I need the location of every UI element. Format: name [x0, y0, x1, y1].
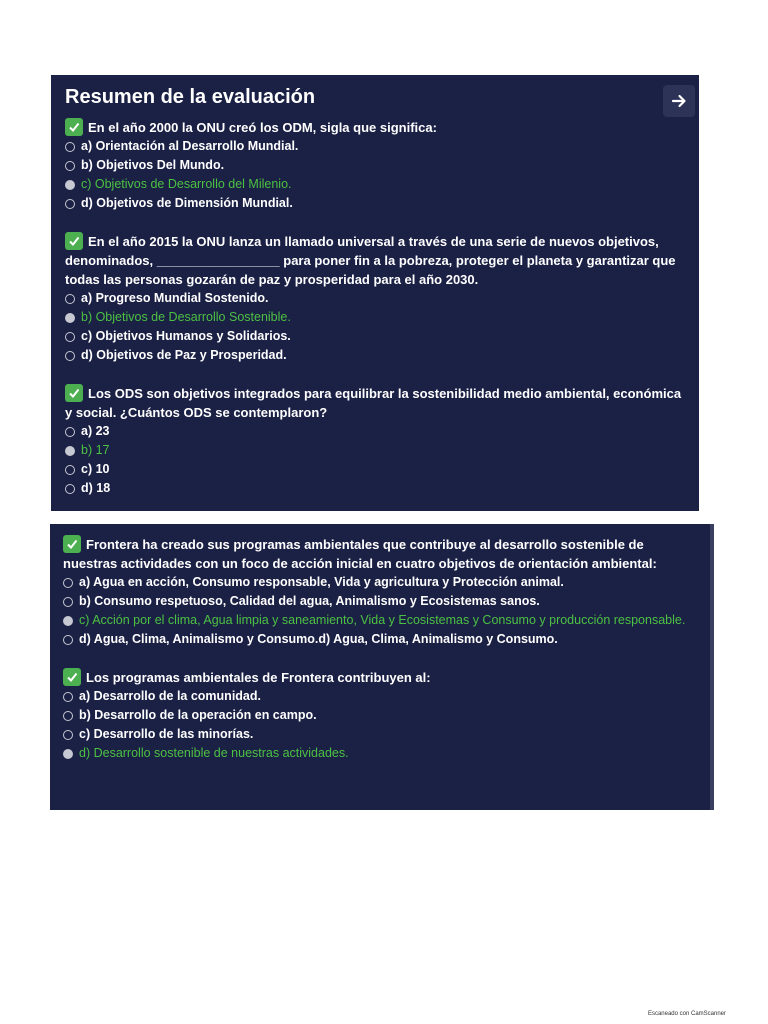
answer-option-correct[interactable]: d) Desarrollo sostenible de nuestras actividades.	[63, 744, 697, 763]
radio-button[interactable]	[63, 730, 73, 740]
radio-button[interactable]	[65, 161, 75, 171]
radio-button[interactable]	[63, 711, 73, 721]
question-3	[65, 384, 685, 498]
radio-button-selected[interactable]	[65, 313, 75, 323]
answer-option[interactable]: c) 10	[65, 460, 685, 479]
answer-option-correct[interactable]: c) Objetivos de Desarrollo del Milenio.	[65, 175, 685, 194]
answer-option[interactable]: d) Objetivos de Paz y Prosperidad.	[65, 346, 685, 365]
question-5	[63, 668, 697, 763]
answer-option-correct[interactable]: b) Objetivos de Desarrollo Sostenible.	[65, 308, 685, 327]
radio-button[interactable]	[65, 294, 75, 304]
answer-option[interactable]: a) Agua en acción, Consumo responsable, Vida y agricultura y Protección animal.	[63, 573, 697, 592]
answer-option-correct[interactable]: b) 17	[65, 441, 685, 460]
question-text: En el año 2015 la ONU lanza un llamado universal a través de una serie de nuevos objetivos, denominados, _________________ para poner fin a la pobreza, proteger el planeta y garantizar que todas las personas gozarán de paz y prosperidad para el año 2030.	[65, 234, 676, 287]
check-icon	[65, 118, 83, 136]
question-2	[65, 232, 685, 365]
radio-button-selected[interactable]	[63, 749, 73, 759]
radio-button-selected[interactable]	[65, 180, 75, 190]
answer-option[interactable]: d) Agua, Clima, Animalismo y Consumo.d) Agua, Clima, Animalismo y Consumo.	[63, 630, 697, 649]
radio-button[interactable]	[65, 465, 75, 475]
arrow-right-icon	[671, 93, 687, 109]
answer-option[interactable]: b) Consumo respetuoso, Calidad del agua, Animalismo y Ecosistemas sanos.	[63, 592, 697, 611]
answer-option[interactable]: a) 23	[65, 422, 685, 441]
radio-button-selected[interactable]	[65, 446, 75, 456]
scanner-watermark: Escaneado con CamScanner	[647, 1011, 726, 1017]
check-icon	[63, 668, 81, 686]
question-text: Los programas ambientales de Frontera contribuyen al:	[86, 670, 431, 685]
answer-option-correct[interactable]: c) Acción por el clima, Agua limpia y saneamiento, Vida y Ecosistemas y Consumo y producción responsable.	[63, 611, 697, 630]
answer-option[interactable]: a) Orientación al Desarrollo Mundial.	[65, 137, 685, 156]
check-icon	[63, 535, 81, 553]
radio-button[interactable]	[63, 578, 73, 588]
check-icon	[65, 232, 83, 250]
evaluation-summary-panel-2	[50, 524, 714, 810]
page-title: Resumen de la evaluación	[65, 86, 316, 108]
radio-button[interactable]	[63, 692, 73, 702]
radio-button[interactable]	[65, 484, 75, 494]
answer-option[interactable]: a) Desarrollo de la comunidad.	[63, 687, 697, 706]
answer-option[interactable]: b) Objetivos Del Mundo.	[65, 156, 685, 175]
answer-option[interactable]: d) 18	[65, 479, 685, 498]
answer-option[interactable]: a) Progreso Mundial Sostenido.	[65, 289, 685, 308]
radio-button-selected[interactable]	[63, 616, 73, 626]
answer-option[interactable]: b) Desarrollo de la operación en campo.	[63, 706, 697, 725]
radio-button[interactable]	[65, 351, 75, 361]
evaluation-summary-panel	[51, 75, 699, 511]
check-icon	[65, 384, 83, 402]
radio-button[interactable]	[63, 635, 73, 645]
question-text: Los ODS son objetivos integrados para equilibrar la sostenibilidad medio ambiental, económica y social. ¿Cuántos ODS se contemplaron?	[65, 386, 682, 420]
question-4	[63, 535, 697, 649]
answer-option[interactable]: c) Desarrollo de las minorías.	[63, 725, 697, 744]
question-text: En el año 2000 la ONU creó los ODM, sigla que significa:	[88, 120, 437, 135]
radio-button[interactable]	[63, 597, 73, 607]
radio-button[interactable]	[65, 427, 75, 437]
next-button[interactable]	[663, 85, 695, 117]
radio-button[interactable]	[65, 142, 75, 152]
question-text: Frontera ha creado sus programas ambientales que contribuye al desarrollo sostenible de nuestras actividades con un foco de acción inicial en cuatro objetivos de orientación ambiental:	[63, 537, 657, 571]
answer-option[interactable]: d) Objetivos de Dimensión Mundial.	[65, 194, 685, 213]
question-1	[65, 118, 685, 213]
answer-option[interactable]: c) Objetivos Humanos y Solidarios.	[65, 327, 685, 346]
radio-button[interactable]	[65, 332, 75, 342]
radio-button[interactable]	[65, 199, 75, 209]
